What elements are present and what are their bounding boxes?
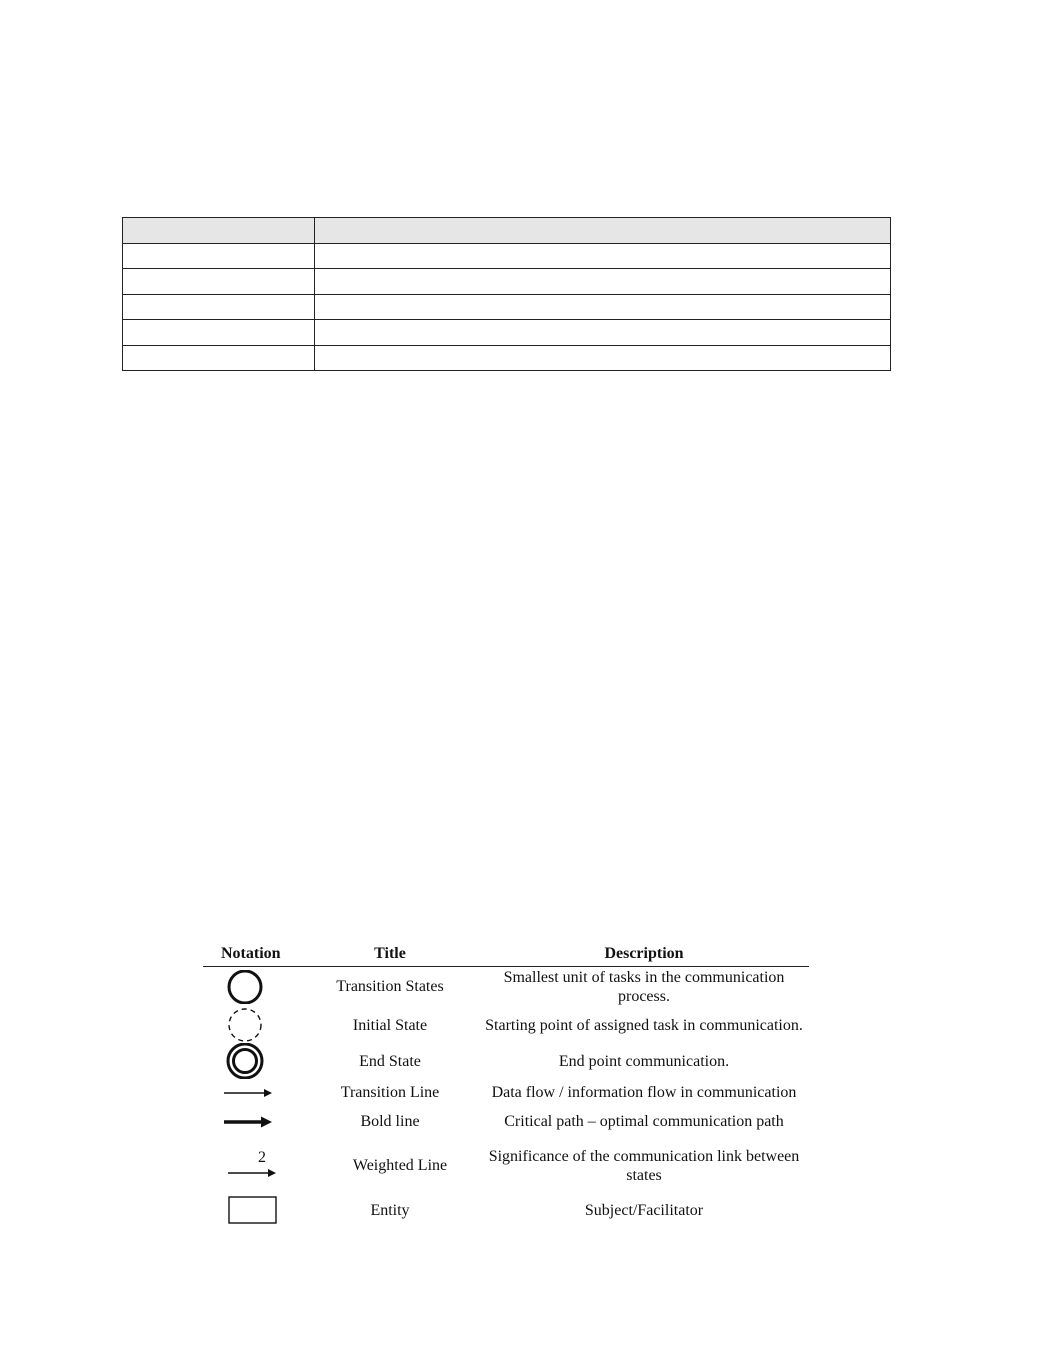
legend-title: Transition States: [336, 978, 444, 995]
legend-description: Starting point of assigned task in communication.: [485, 1016, 803, 1034]
legend-row-bold-line: [203, 1107, 809, 1136]
rectangle-icon: [203, 1196, 301, 1224]
table-cell: [123, 218, 315, 244]
table-cell: [123, 345, 315, 371]
table-cell: [123, 269, 315, 295]
legend-row-end-state: [203, 1044, 809, 1078]
table-cell: [315, 269, 891, 295]
table-row: [123, 345, 891, 371]
table-cell: [123, 320, 315, 346]
table-row: [123, 269, 891, 295]
double-circle-icon: [203, 1043, 301, 1079]
legend-description: Critical path – optimal communication path: [504, 1113, 784, 1130]
legend-description: Subject/Facilitator: [584, 1201, 704, 1219]
legend-description: Data flow / information flow in communication: [491, 1084, 797, 1101]
legend-description: End point communication.: [558, 1052, 730, 1070]
table-header-row: [123, 218, 891, 244]
table-cell: [123, 243, 315, 269]
table-cell: [315, 243, 891, 269]
legend-row-transition-states: [203, 967, 809, 1006]
table-row: [123, 320, 891, 346]
header-title: Title: [374, 944, 406, 962]
table-cell: [315, 218, 891, 244]
legend-title: Bold line: [360, 1113, 420, 1130]
circle-icon: [203, 970, 301, 1004]
notation-legend-table: [203, 940, 809, 1225]
legend-description: Smallest unit of tasks in the communication process.: [503, 968, 785, 1005]
legend-title: Weighted Line: [352, 1157, 448, 1174]
weighted-arrow-icon: [203, 1150, 301, 1182]
legend-row-initial-state: [203, 1006, 809, 1044]
table-cell: [315, 320, 891, 346]
header-description: Description: [604, 944, 684, 962]
table-row: [123, 243, 891, 269]
bold-arrow-icon: [203, 1115, 301, 1129]
table-cell: [315, 345, 891, 371]
empty-grid-table: [122, 217, 891, 371]
table-cell: [123, 294, 315, 320]
legend-row-transition-line: [203, 1078, 809, 1107]
legend-description: Significance of the communication link between states: [488, 1147, 800, 1184]
weight-label: 2: [258, 1148, 266, 1166]
legend-title: Entity: [370, 1201, 410, 1219]
legend-title: End State: [359, 1052, 421, 1070]
legend-row-entity: [203, 1195, 809, 1225]
legend-row-weighted-line: [203, 1136, 809, 1195]
legend-title: Initial State: [352, 1016, 428, 1034]
thin-arrow-icon: [203, 1087, 301, 1099]
dashed-circle-icon: [203, 1008, 301, 1042]
legend-title: Transition Line: [340, 1084, 440, 1101]
legend-header-row: [203, 940, 809, 967]
table-row: [123, 294, 891, 320]
header-notation: Notation: [221, 944, 281, 962]
table-cell: [315, 294, 891, 320]
